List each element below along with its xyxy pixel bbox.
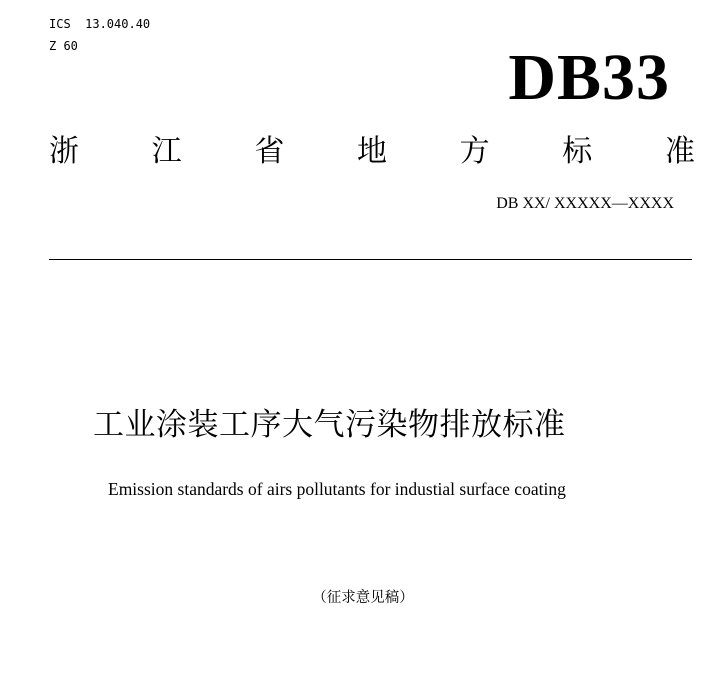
- issuer-char: 江: [151, 134, 182, 169]
- issuer-char: 地: [356, 134, 387, 169]
- standard-mark: DB33: [508, 41, 670, 114]
- issuer-char: 省: [254, 134, 285, 169]
- issuer-char: 浙: [49, 134, 79, 169]
- standard-number: DB XX/ XXXXX—XXXX: [496, 195, 674, 212]
- classification-code: Z 60: [49, 39, 78, 53]
- issuer-char: 准: [664, 134, 695, 169]
- issuer-title: [49, 134, 695, 170]
- document-title-chinese: 工业涂装工序大气污染物排放标准: [93, 407, 566, 443]
- ics-code: ICS 13.040.40: [49, 17, 151, 31]
- issuer-char: 方: [459, 134, 490, 169]
- issuer-char: 标: [562, 134, 593, 169]
- document-title-english: Emission standards of airs pollutants for industial surface coating: [108, 479, 566, 499]
- draft-status-note: （征求意见稿）: [312, 590, 414, 606]
- header-divider: [49, 259, 692, 260]
